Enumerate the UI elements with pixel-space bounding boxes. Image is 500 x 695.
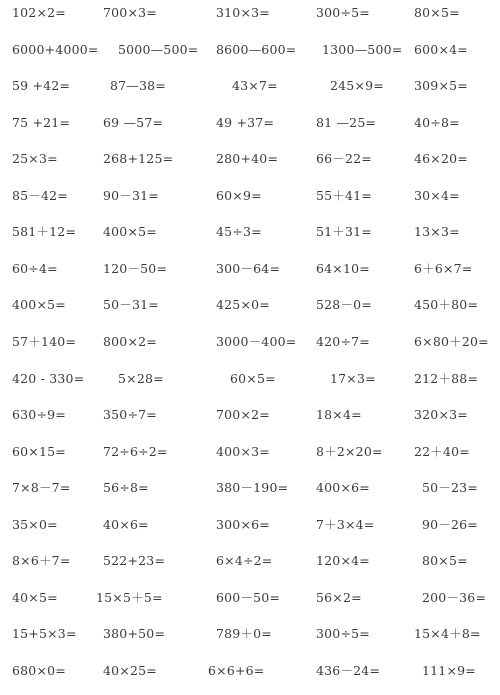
math-problem: 60÷4= (12, 260, 58, 276)
worksheet-row (0, 331, 500, 353)
math-problem: 280+40= (216, 151, 279, 167)
math-problem: 60×15= (12, 443, 66, 459)
worksheet-row (0, 441, 500, 463)
math-problem: 310×3= (216, 5, 270, 20)
math-problem: 800×2= (103, 333, 157, 349)
math-problem: 55＋41= (316, 187, 372, 203)
math-problem: 400×6= (316, 480, 370, 496)
math-problem: 56×2= (316, 589, 362, 605)
math-problem: 350÷7= (103, 407, 157, 423)
math-problem: 268+125= (103, 151, 174, 167)
math-problem: 425×0= (216, 297, 270, 313)
math-problem: 300－64= (216, 260, 281, 276)
math-problem: 30×4= (414, 187, 460, 203)
math-problem: 60×5= (230, 370, 276, 386)
math-problem: 64×10= (316, 260, 370, 276)
math-problem: 66－22= (316, 151, 372, 167)
math-problem: 15+5×3= (12, 626, 77, 642)
math-problem: 450＋80= (414, 297, 479, 313)
math-problem: 85－42= (12, 187, 68, 203)
math-problem: 436－24= (316, 662, 381, 678)
math-problem: 15×5＋5= (96, 589, 163, 605)
math-problem: 40×6= (103, 516, 149, 532)
math-problem: 380－190= (216, 480, 289, 496)
math-problem: 25×3= (12, 151, 58, 167)
math-problem: 581＋12= (12, 224, 77, 240)
math-problem: 75 +21= (12, 114, 71, 130)
math-problem: 50－23= (422, 480, 478, 496)
math-problem: 200－36= (422, 589, 487, 605)
math-problem: 400×5= (12, 297, 66, 313)
math-problem: 6×6+6= (208, 662, 265, 678)
math-problem: 87—38= (110, 78, 166, 94)
math-problem: 18×4= (316, 407, 362, 423)
math-problem: 300÷5= (316, 626, 370, 642)
math-problem: 120×4= (316, 553, 370, 569)
math-problem: 80×5= (422, 553, 468, 569)
math-problem: 680×0= (12, 662, 66, 678)
math-problem: 1300—500= (322, 41, 403, 57)
math-problem: 300×6= (216, 516, 270, 532)
worksheet-row (0, 2, 500, 24)
math-problem: 6×4÷2= (216, 553, 273, 569)
worksheet-row (0, 550, 500, 572)
math-problem: 7×8－7= (12, 480, 71, 496)
worksheet-row (0, 660, 500, 682)
math-problem: 630÷9= (12, 407, 66, 423)
worksheet-row (0, 587, 500, 609)
worksheet-row (0, 404, 500, 426)
math-problem: 420÷7= (316, 333, 370, 349)
math-problem: 6×80＋20= (414, 333, 489, 349)
math-problem: 102×2= (12, 5, 66, 20)
math-problem: 45÷3= (216, 224, 262, 240)
math-problem: 50－31= (103, 297, 159, 313)
worksheet-row (0, 258, 500, 280)
math-problem: 309×5= (414, 78, 468, 94)
math-problem: 420 - 330= (12, 370, 85, 386)
math-problem: 8＋2×20= (316, 443, 383, 459)
worksheet-row (0, 39, 500, 61)
math-problem: 35×0= (12, 516, 58, 532)
worksheet-row (0, 368, 500, 390)
math-problem: 400×3= (216, 443, 270, 459)
math-problem: 7＋3×4= (316, 516, 375, 532)
worksheet-row (0, 112, 500, 134)
math-problem: 6000+4000= (12, 41, 99, 57)
math-problem: 81 —25= (316, 114, 377, 130)
math-problem: 111×9= (422, 662, 476, 678)
math-problem: 700×2= (216, 407, 270, 423)
math-problem: 8×6＋7= (12, 553, 71, 569)
math-problem: 528－0= (316, 297, 372, 313)
math-problem: 60×9= (216, 187, 262, 203)
math-problem: 700×3= (103, 5, 157, 20)
math-problem: 300÷5= (316, 5, 370, 20)
math-problem: 5000—500= (118, 41, 199, 57)
worksheet-row (0, 75, 500, 97)
worksheet-row (0, 477, 500, 499)
math-problem: 80×5= (414, 5, 460, 20)
math-problem: 46×20= (414, 151, 468, 167)
math-problem: 72÷6÷2= (103, 443, 168, 459)
math-problem: 40×5= (12, 589, 58, 605)
worksheet-row (0, 623, 500, 645)
math-problem: 212＋88= (414, 370, 479, 386)
math-problem: 17×3= (330, 370, 376, 386)
math-problem: 522+23= (103, 553, 166, 569)
math-problem: 8600—600= (216, 41, 297, 57)
math-problem: 380+50= (103, 626, 166, 642)
math-problem: 56÷8= (103, 480, 149, 496)
math-problem: 6＋6×7= (414, 260, 473, 276)
math-problem: 400×5= (103, 224, 157, 240)
math-problem: 69 —57= (103, 114, 164, 130)
math-problem: 49 +37= (216, 114, 275, 130)
math-problem: 13×3= (414, 224, 460, 240)
math-problem: 59 +42= (12, 78, 71, 94)
math-problem: 57＋140= (12, 333, 77, 349)
math-problem: 22＋40= (414, 443, 470, 459)
math-problem: 245×9= (330, 78, 384, 94)
math-problem: 120－50= (103, 260, 168, 276)
worksheet-row (0, 514, 500, 536)
math-problem: 600－50= (216, 589, 281, 605)
math-problem: 90－31= (103, 187, 159, 203)
math-problem: 51＋31= (316, 224, 372, 240)
math-problem: 43×7= (232, 78, 278, 94)
math-problem: 40×25= (103, 662, 157, 678)
math-problem: 320×3= (414, 407, 468, 423)
worksheet-row (0, 294, 500, 316)
worksheet-row (0, 221, 500, 243)
math-problem: 40÷8= (414, 114, 460, 130)
math-problem: 600×4= (414, 41, 468, 57)
math-problem: 3000－400= (216, 333, 297, 349)
math-problem: 15×4＋8= (414, 626, 481, 642)
math-problem: 5×28= (118, 370, 164, 386)
worksheet-row (0, 148, 500, 170)
worksheet-row (0, 185, 500, 207)
math-problem: 789＋0= (216, 626, 272, 642)
math-problem: 90－26= (422, 516, 478, 532)
